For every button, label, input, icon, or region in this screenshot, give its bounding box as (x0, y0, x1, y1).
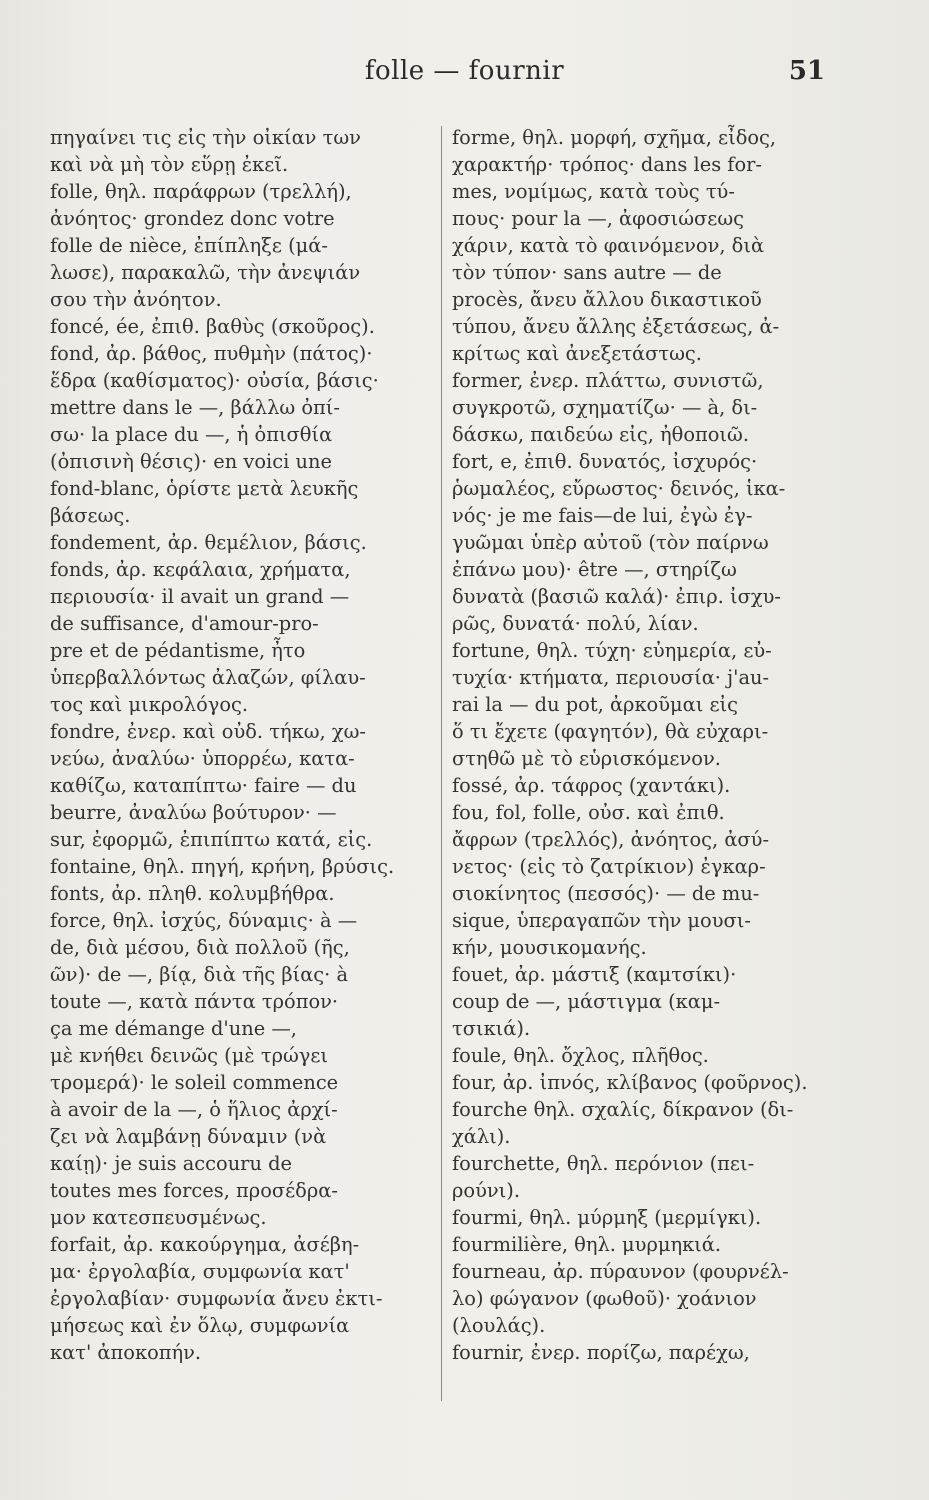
text-line: fourche θηλ. σχαλίς, δίκρανον (δι- (452, 1098, 794, 1121)
text-line: fou, fol, folle, οὐσ. καὶ ἐπιθ. (452, 801, 725, 824)
text-line: ρῶς, δυνατά· πολύ, λίαν. (452, 612, 699, 635)
text-line: four, ἀρ. ἰπνός, κλίβανος (φοῦρνος). (452, 1071, 808, 1094)
text-line: μον κατεσπευσμένως. (50, 1206, 267, 1229)
text-line: fonds, ἀρ. κεφάλαια, χρήματα, (50, 558, 351, 581)
text-line: συγκροτῶ, σχηματίζω· — à, δι- (452, 396, 758, 419)
text-line: ἕδρα (καθίσματος)· οὐσία, βάσις· (50, 369, 379, 392)
text-line: folle, θηλ. παράφρων (τρελλή), (50, 180, 352, 203)
text-line: ἐπάνω μου)· être —, στηρίζω (452, 558, 737, 581)
text-line: fournir, ἐνερ. πορίζω, παρέχω, (452, 1341, 750, 1364)
text-line: fortune, θηλ. τύχη· εὐημερία, εὐ- (452, 639, 772, 662)
text-line: fondre, ἐνερ. καὶ οὐδ. τήκω, χω- (50, 720, 366, 743)
text-line: mes, νομίμως, κατὰ τοὺς τύ- (452, 180, 735, 203)
text-line: toutes mes forces, προσέδρα- (50, 1179, 338, 1202)
text-line: ρούνι). (452, 1179, 520, 1202)
text-line: fourchette, θηλ. περόνιον (πει- (452, 1152, 755, 1175)
text-line: ὑπερβαλλόντως ἀλαζών, φίλαυ- (50, 666, 366, 689)
text-line: μα· ἐργολαβία, συμφωνία κατ' (50, 1260, 350, 1283)
text-line: ῥωμαλέος, εὔρωστος· δεινός, ἱκα- (452, 477, 786, 500)
text-line: de, διὰ μέσου, διὰ πολλοῦ (ῆς, (50, 936, 350, 959)
text-line: de suffisance, d'amour-pro- (50, 612, 319, 635)
text-line: forfait, ἀρ. κακούργημα, ἀσέβη- (50, 1233, 360, 1256)
text-line: ἀνόητος· grondez donc votre (50, 207, 335, 230)
right-column (452, 124, 844, 1366)
text-line: λο) φώγανον (φωθοῦ)· χοάνιον (452, 1287, 757, 1310)
page-title: folle — fournir (364, 56, 565, 86)
running-head (0, 56, 929, 96)
text-line: καίῃ)· je suis accouru de (50, 1152, 292, 1175)
text-line: sur, ἐφορμῶ, ἐπιπίπτω κατά, εἰς. (50, 828, 373, 851)
text-line: δάσκω, παιδεύω εἰς, ἠθοποιῶ. (452, 423, 749, 446)
text-line: ἐργολαβίαν· συμφωνία ἄνευ ἐκτι- (50, 1287, 383, 1310)
text-line: δυνατὰ (βασιῶ καλά)· ἐπιρ. ἰσχυ- (452, 585, 781, 608)
text-line: à avoir de la —, ὁ ἥλιος ἀρχί- (50, 1098, 338, 1121)
text-line: βάσεως. (50, 504, 131, 527)
text-line: fort, e, ἐπιθ. δυνατός, ἰσχυρός· (452, 450, 758, 473)
text-line: τύπου, ἄνευ ἄλλης ἐξετάσεως, ἀ- (452, 315, 780, 338)
text-line: toute —, κατὰ πάντα τρόπον· (50, 990, 339, 1013)
text-line: τὸν τύπον· sans autre — de (452, 261, 722, 284)
text-line: κήν, μουσικομανής. (452, 936, 647, 959)
text-line: τρομερά)· le soleil commence (50, 1071, 339, 1094)
text-line: foncé, ée, ἐπιθ. βαθὺς (σκοῦρος). (50, 315, 375, 338)
text-line: πηγαίνει τις εἰς τὴν οἰκίαν των (50, 126, 361, 149)
text-line: fondement, ἀρ. θεμέλιον, βάσις. (50, 531, 367, 554)
text-line: fond-blanc, ὁρίστε μετὰ λευκῆς (50, 477, 359, 500)
text-line: former, ἐνερ. πλάττω, συνιστῶ, (452, 369, 764, 392)
column-divider (441, 126, 442, 1401)
text-line: ça me démange d'une —, (50, 1017, 297, 1040)
text-line: καὶ νὰ μὴ τὸν εὕρῃ ἐκεῖ. (50, 153, 289, 176)
text-line: fonts, ἀρ. πληθ. κολυμβήθρα. (50, 882, 335, 905)
text-line: γυῶμαι ὑπὲρ αὐτοῦ (τὸν παίρνω (452, 531, 769, 554)
text-line: νός· je me fais—de lui, ἐγὼ ἐγ- (452, 504, 753, 527)
text-line: fourmi, θηλ. μύρμηξ (μερμίγκι). (452, 1206, 762, 1229)
text-line: μὲ κνήθει δεινῶς (μὲ τρώγει (50, 1044, 329, 1067)
text-line: fond, ἀρ. βάθος, πυθμὴν (πάτος)· (50, 342, 373, 365)
text-line: σου τὴν ἀνόητον. (50, 288, 222, 311)
text-line: χάριν, κατὰ τὸ φαινόμενον, διὰ (452, 234, 765, 257)
text-line: μήσεως καὶ ἐν ὅλῳ, συμφωνία (50, 1314, 350, 1337)
text-line: κατ' ἀποκοπήν. (50, 1341, 202, 1364)
text-line: sique, ὑπεραγαπῶν τὴν μουσι- (452, 909, 751, 932)
text-line: fouet, ἀρ. μάστιξ (καμτσίκι)· (452, 963, 737, 986)
text-line: (λουλάς). (452, 1314, 546, 1337)
left-column (50, 124, 432, 1366)
text-line: πους· pour la —, ἀφοσιώσεως (452, 207, 744, 230)
text-line: περιουσία· il avait un grand — (50, 585, 350, 608)
text-line: fossé, ἀρ. τάφρος (χαντάκι). (452, 774, 731, 797)
text-line: (ὀπισινὴ θέσις)· en voici une (50, 450, 332, 473)
text-line: forme, θηλ. μορφή, σχῆμα, εἶδος, (452, 126, 777, 149)
text-line: ἄφρων (τρελλός), ἀνόητος, ἀσύ- (452, 828, 770, 851)
text-line: pre et de pédantisme, ἦτο (50, 639, 306, 662)
text-line: χαρακτήρ· τρόπος· dans les for- (452, 153, 762, 176)
text-line: τυχία· κτήματα, περιουσία· j'au- (452, 666, 770, 689)
text-line: fontaine, θηλ. πηγή, κρήνη, βρύσις. (50, 855, 395, 878)
text-line: στηθῶ μὲ τὸ εὑρισκόμενον. (452, 747, 721, 770)
text-line: χάλι). (452, 1125, 511, 1148)
text-line: fourneau, ἀρ. πύραυνον (φουρνέλ- (452, 1260, 789, 1283)
text-line: τσικιά). (452, 1017, 531, 1040)
text-line: ῶν)· de —, βίᾳ, διὰ τῆς βίας· à (50, 963, 349, 986)
text-line: λωσε), παρακαλῶ, τὴν ἀνεψιάν (50, 261, 361, 284)
text-line: folle de nièce, ἐπίπληξε (μά- (50, 234, 328, 257)
text-line: coup de —, μάστιγμα (καμ- (452, 990, 721, 1013)
text-line: rai la — du pot, ἀρκοῦμαι εἰς (452, 693, 738, 716)
text-line: foule, θηλ. ὄχλος, πλῆθος. (452, 1044, 709, 1067)
text-line: τος καὶ μικρολόγος. (50, 693, 249, 716)
text-line: καθίζω, καταπίπτω· faire — du (50, 774, 357, 797)
text-line: mettre dans le —, βάλλω ὀπί- (50, 396, 340, 419)
text-line: σω· la place du —, ἡ ὀπισθία (50, 423, 333, 446)
text-line: procès, ἄνευ ἄλλου δικαστικοῦ (452, 288, 762, 311)
text-line: fourmilière, θηλ. μυρμηκιά. (452, 1233, 722, 1256)
text-line: ὅ τι ἔχετε (φαγητόν), θὰ εὐχαρι- (452, 720, 769, 743)
text-line: κρίτως καὶ ἀνεξετάστως. (452, 342, 702, 365)
text-line: σιοκίνητος (πεσσός)· — de mu- (452, 882, 760, 905)
text-line: νεύω, ἀναλύω· ὑπορρέω, κατα- (50, 747, 355, 770)
page-number: 51 (788, 56, 825, 86)
text-line: force, θηλ. ἰσχύς, δύναμις· à — (50, 909, 358, 932)
text-line: ζει νὰ λαμβάνῃ δύναμιν (νὰ (50, 1125, 327, 1148)
text-line: beurre, ἀναλύω βούτυρον· — (50, 801, 337, 824)
text-line: νετος· (εἰς τὸ ζατρίκιον) ἐγκαρ- (452, 855, 766, 878)
